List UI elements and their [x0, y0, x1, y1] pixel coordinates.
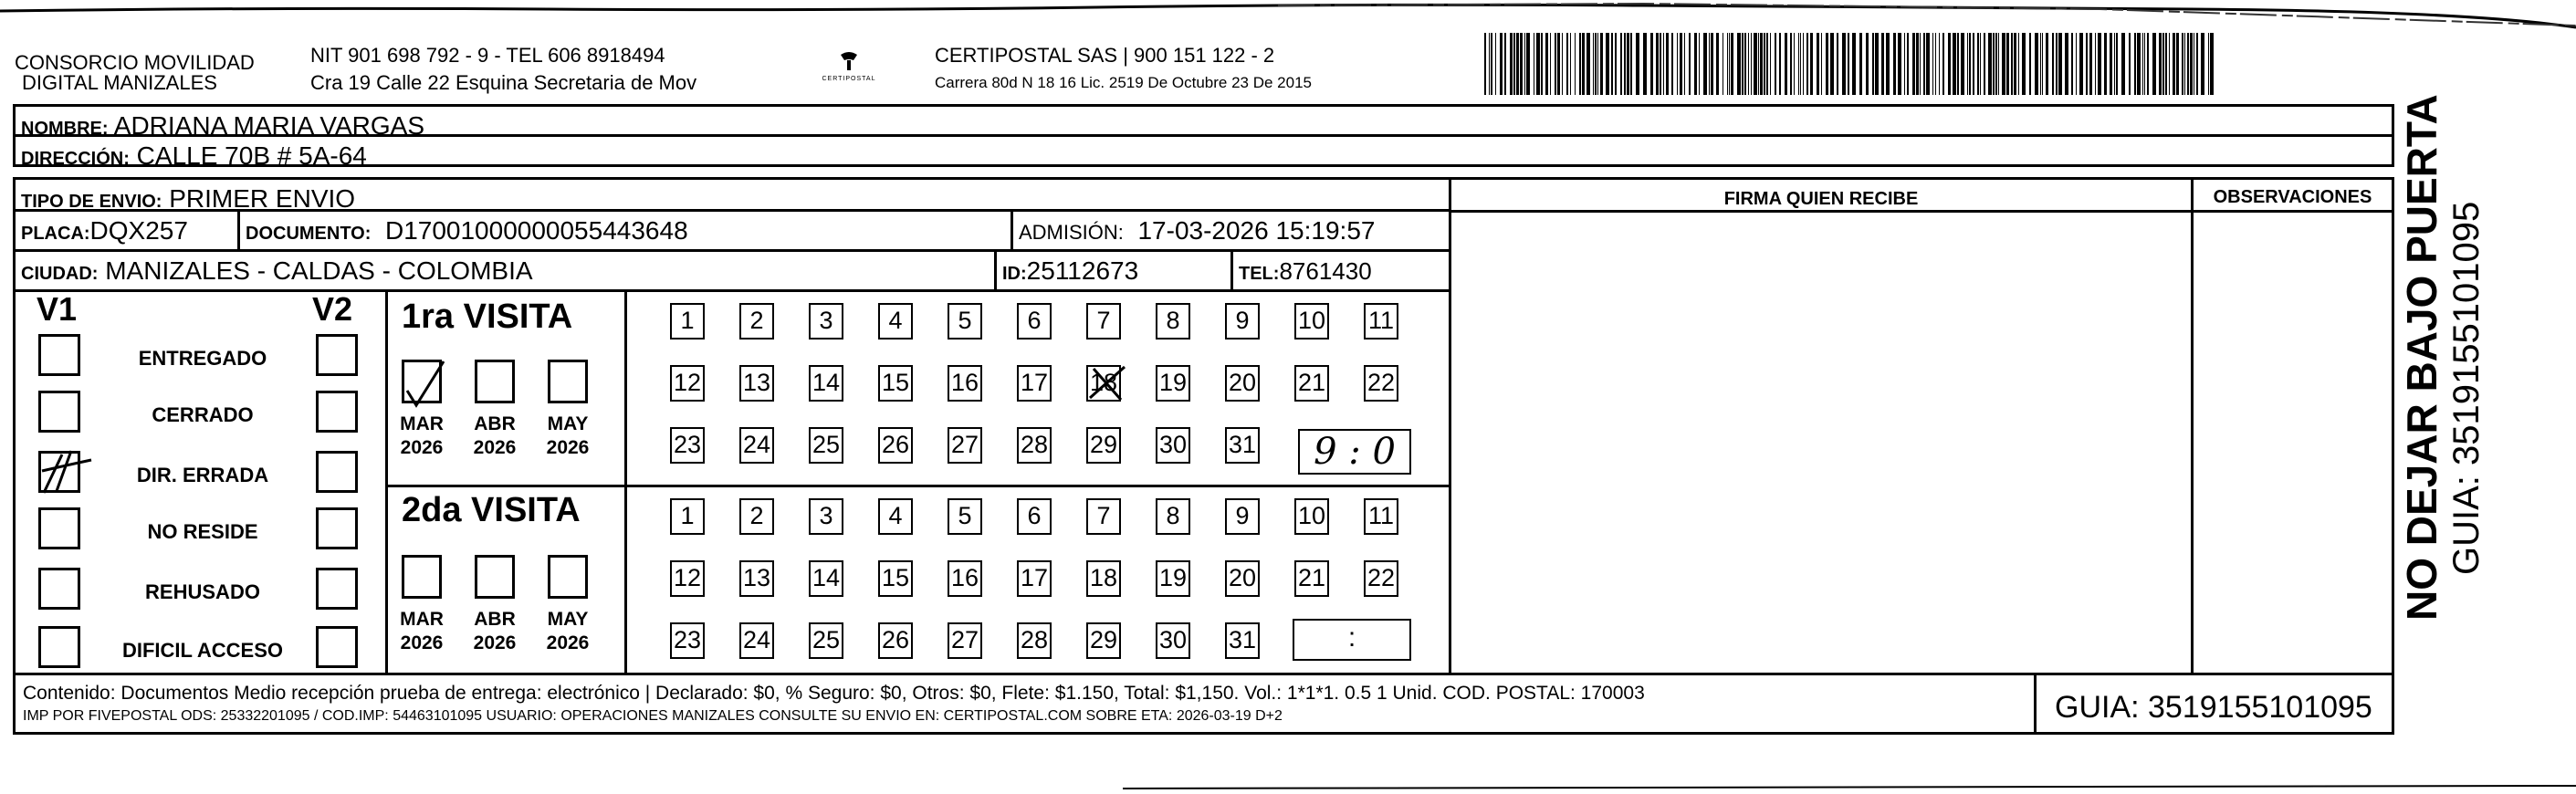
- placa-label: PLACA:: [21, 224, 90, 244]
- visit1-time-box: 9 : 0: [1298, 429, 1411, 475]
- sender-nit: NIT 901 698 792 - 9 - TEL 606 8918494: [310, 44, 665, 67]
- month-checkbox[interactable]: [475, 555, 515, 599]
- day-box[interactable]: 15: [878, 560, 913, 597]
- day-box[interactable]: 24: [739, 427, 774, 464]
- day-box[interactable]: 10: [1294, 303, 1329, 340]
- day-box[interactable]: 7: [1086, 303, 1121, 340]
- day-box[interactable]: 28: [1017, 622, 1052, 659]
- v1-checkbox[interactable]: [38, 507, 80, 549]
- footer-imp: IMP POR FIVEPOSTAL ODS: 25332201095 / COD.IMP: 54463101095 USUARIO: OPERACIONES MANIZALES CONSULTE SU ENVIO EN: CERTIPOSTAL.COM SOBRE ETA: 2026-03-19 D+2: [23, 708, 1283, 724]
- tel-cell: [1230, 249, 1451, 292]
- v2-checkbox[interactable]: [316, 626, 358, 668]
- day-box[interactable]: 6: [1017, 498, 1052, 535]
- visit2-time-box: :: [1293, 619, 1411, 661]
- v1-checkbox[interactable]: [38, 626, 80, 668]
- day-box[interactable]: 2: [739, 498, 774, 535]
- day-box[interactable]: 2: [739, 303, 774, 340]
- v1-checkbox[interactable]: [38, 568, 80, 610]
- footer-info: [13, 673, 2037, 735]
- nombre-label: NOMBRE:: [21, 119, 109, 137]
- month-checkbox[interactable]: [548, 360, 588, 403]
- day-box[interactable]: 20: [1225, 365, 1260, 402]
- carrier-name: CERTIPOSTAL SAS | 900 151 122 - 2: [935, 44, 1275, 67]
- day-box[interactable]: 13: [739, 365, 774, 402]
- day-box[interactable]: 18: [1086, 365, 1121, 402]
- ciudad-cell: [13, 249, 997, 292]
- day-box[interactable]: 4: [878, 498, 913, 535]
- day-box[interactable]: 14: [809, 365, 843, 402]
- day-box[interactable]: 5: [948, 303, 982, 340]
- month-label: MAR: [400, 413, 444, 434]
- placa-value: DQX257: [89, 216, 188, 245]
- id-value: 25112673: [1026, 256, 1139, 285]
- tel-label: TEL:: [1239, 264, 1280, 284]
- direccion-row: [13, 134, 2394, 167]
- v1-checkbox[interactable]: [38, 334, 80, 376]
- month-checkbox[interactable]: [548, 555, 588, 599]
- day-box[interactable]: 23: [670, 622, 705, 659]
- v1-label: V1: [37, 290, 78, 328]
- day-box[interactable]: 25: [809, 622, 843, 659]
- day-box[interactable]: 17: [1017, 560, 1052, 597]
- day-box[interactable]: 22: [1364, 365, 1398, 402]
- day-box[interactable]: 4: [878, 303, 913, 340]
- month-checkbox[interactable]: [475, 360, 515, 403]
- day-box[interactable]: 31: [1225, 427, 1260, 464]
- day-box[interactable]: 9: [1225, 498, 1260, 535]
- handwritten-check-dir-errada: [38, 445, 93, 498]
- day-box[interactable]: 21: [1294, 560, 1329, 597]
- ciudad-value: MANIZALES - CALDAS - COLOMBIA: [105, 256, 533, 285]
- day-box[interactable]: 30: [1156, 427, 1190, 464]
- day-box[interactable]: 16: [948, 560, 982, 597]
- day-box[interactable]: 10: [1294, 498, 1329, 535]
- tipo-label: TIPO DE ENVIO:: [21, 192, 162, 212]
- v2-checkbox[interactable]: [316, 568, 358, 610]
- month-year: 2026: [473, 632, 517, 653]
- torn-bottom-edge: [1123, 781, 2576, 794]
- day-box[interactable]: 29: [1086, 622, 1121, 659]
- v2-label: V2: [312, 290, 353, 328]
- month-year: 2026: [400, 632, 444, 653]
- day-box[interactable]: 18: [1086, 560, 1121, 597]
- admision-value: 17-03-2026 15:19:57: [1137, 216, 1376, 245]
- month-label: ABR: [474, 609, 516, 630]
- tel-value: 8761430: [1279, 257, 1372, 285]
- day-box[interactable]: 11: [1364, 303, 1398, 340]
- logo-text: CERTIPOSTAL: [822, 76, 876, 82]
- month-label: MAY: [547, 413, 589, 434]
- nombre-row: [13, 104, 2394, 137]
- day-box[interactable]: 8: [1156, 498, 1190, 535]
- day-box[interactable]: 19: [1156, 365, 1190, 402]
- side-warning: NO DEJAR BAJO PUERTA: [2398, 94, 2445, 621]
- day-box[interactable]: 13: [739, 560, 774, 597]
- sender-address: Cra 19 Calle 22 Esquina Secretaria de Mov: [310, 71, 697, 94]
- tipo-row: [13, 177, 1451, 212]
- footer-contenido: Contenido: Documentos Medio recepción prueba de entrega: electrónico | Declarado: $0, % Seguro: $0, Otros: $0, Flete: $1.150, Total: $1,150. Vol.: 1*1*1. 0.5 1 Unid. COD. POSTAL: 170003: [23, 683, 1645, 704]
- sender-name: CONSORCIO MOVILIDAD: [15, 51, 255, 74]
- status-label: CERRADO: [152, 403, 254, 426]
- barcode: [1484, 33, 2215, 95]
- documento-cell: [237, 209, 1013, 252]
- footer-guia-box: [2034, 673, 2394, 735]
- month-label: MAY: [547, 609, 589, 630]
- firma-label: FIRMA QUIEN RECIBE: [1451, 180, 2191, 213]
- admision-cell: [1011, 209, 1451, 252]
- day-box[interactable]: 25: [809, 427, 843, 464]
- v2-checkbox[interactable]: [316, 334, 358, 376]
- direccion-value: CALLE 70B # 5A-64: [136, 141, 367, 167]
- day-box[interactable]: 16: [948, 365, 982, 402]
- day-box[interactable]: 30: [1156, 622, 1190, 659]
- ciudad-label: CIUDAD:: [21, 264, 99, 284]
- nombre-value: ADRIANA MARIA VARGAS: [113, 111, 425, 137]
- day-box[interactable]: 15: [878, 365, 913, 402]
- month-year: 2026: [473, 437, 517, 458]
- month-year: 2026: [546, 632, 590, 653]
- day-box[interactable]: 1: [670, 498, 705, 535]
- day-box[interactable]: 29: [1086, 427, 1121, 464]
- direccion-label: DIRECCIÓN:: [21, 149, 130, 167]
- day-box[interactable]: 12: [670, 365, 705, 402]
- month-label: ABR: [474, 413, 516, 434]
- admision-label: ADMISIÓN:: [1019, 221, 1124, 244]
- day-box[interactable]: 31: [1225, 622, 1260, 659]
- v2-checkbox[interactable]: [316, 451, 358, 493]
- day-box[interactable]: 14: [809, 560, 843, 597]
- day-box[interactable]: 20: [1225, 560, 1260, 597]
- visit2-title: 2da VISITA: [402, 491, 581, 529]
- id-label: ID:: [1002, 264, 1027, 284]
- tipo-value: PRIMER ENVIO: [169, 184, 356, 212]
- day-box[interactable]: 17: [1017, 365, 1052, 402]
- month-checkbox[interactable]: [402, 555, 442, 599]
- v2-checkbox[interactable]: [316, 391, 358, 433]
- day-box[interactable]: 9: [1225, 303, 1260, 340]
- observaciones-label: OBSERVACIONES: [2194, 180, 2392, 213]
- handwritten-check-mar: [402, 358, 451, 409]
- status-label: NO RESIDE: [147, 520, 258, 543]
- visit1-title: 1ra VISITA: [402, 298, 573, 336]
- day-box[interactable]: 22: [1364, 560, 1398, 597]
- month-year: 2026: [400, 437, 444, 458]
- day-box[interactable]: 3: [809, 303, 843, 340]
- status-label: DIFICIL ACCESO: [121, 639, 283, 662]
- status-label: DIR. ERRADA: [136, 464, 269, 486]
- day-box[interactable]: 23: [670, 427, 705, 464]
- documento-label: DOCUMENTO:: [246, 224, 372, 244]
- v1-checkbox[interactable]: [38, 391, 80, 433]
- torn-top-edge: [0, 0, 2576, 37]
- side-guia: GUIA: 3519155101095: [2446, 201, 2487, 575]
- status-label: REHUSADO: [145, 580, 260, 603]
- month-year: 2026: [546, 437, 590, 458]
- status-label: ENTREGADO: [138, 347, 267, 370]
- day-box[interactable]: 28: [1017, 427, 1052, 464]
- day-box[interactable]: 6: [1017, 303, 1052, 340]
- month-label: MAR: [400, 609, 444, 630]
- documento-value: D17001000000055443648: [384, 216, 688, 245]
- footer-guia: GUIA: 3519155101095: [2055, 690, 2372, 725]
- day-box[interactable]: 26: [878, 622, 913, 659]
- day-box[interactable]: 27: [948, 622, 982, 659]
- observaciones-box: [2191, 177, 2394, 675]
- day-box[interactable]: 1: [670, 303, 705, 340]
- certipostal-logo: [812, 51, 885, 82]
- handwritten-check-day-18: [1084, 361, 1130, 405]
- day-box[interactable]: 7: [1086, 498, 1121, 535]
- placa-cell: [13, 209, 240, 252]
- day-box[interactable]: 19: [1156, 560, 1190, 597]
- day-box[interactable]: 8: [1156, 303, 1190, 340]
- day-box[interactable]: 27: [948, 427, 982, 464]
- carrier-address: Carrera 80d N 18 16 Lic. 2519 De Octubre 23 De 2015: [935, 74, 1312, 91]
- id-cell: [994, 249, 1233, 292]
- sender-name-2: DIGITAL MANIZALES: [22, 71, 217, 94]
- day-box[interactable]: 11: [1364, 498, 1398, 535]
- day-box[interactable]: 12: [670, 560, 705, 597]
- day-box[interactable]: 3: [809, 498, 843, 535]
- day-box[interactable]: 26: [878, 427, 913, 464]
- firma-box: [1449, 177, 2194, 675]
- v2-checkbox[interactable]: [316, 507, 358, 549]
- day-box[interactable]: 21: [1294, 365, 1329, 402]
- day-box[interactable]: 5: [948, 498, 982, 535]
- day-box[interactable]: 24: [739, 622, 774, 659]
